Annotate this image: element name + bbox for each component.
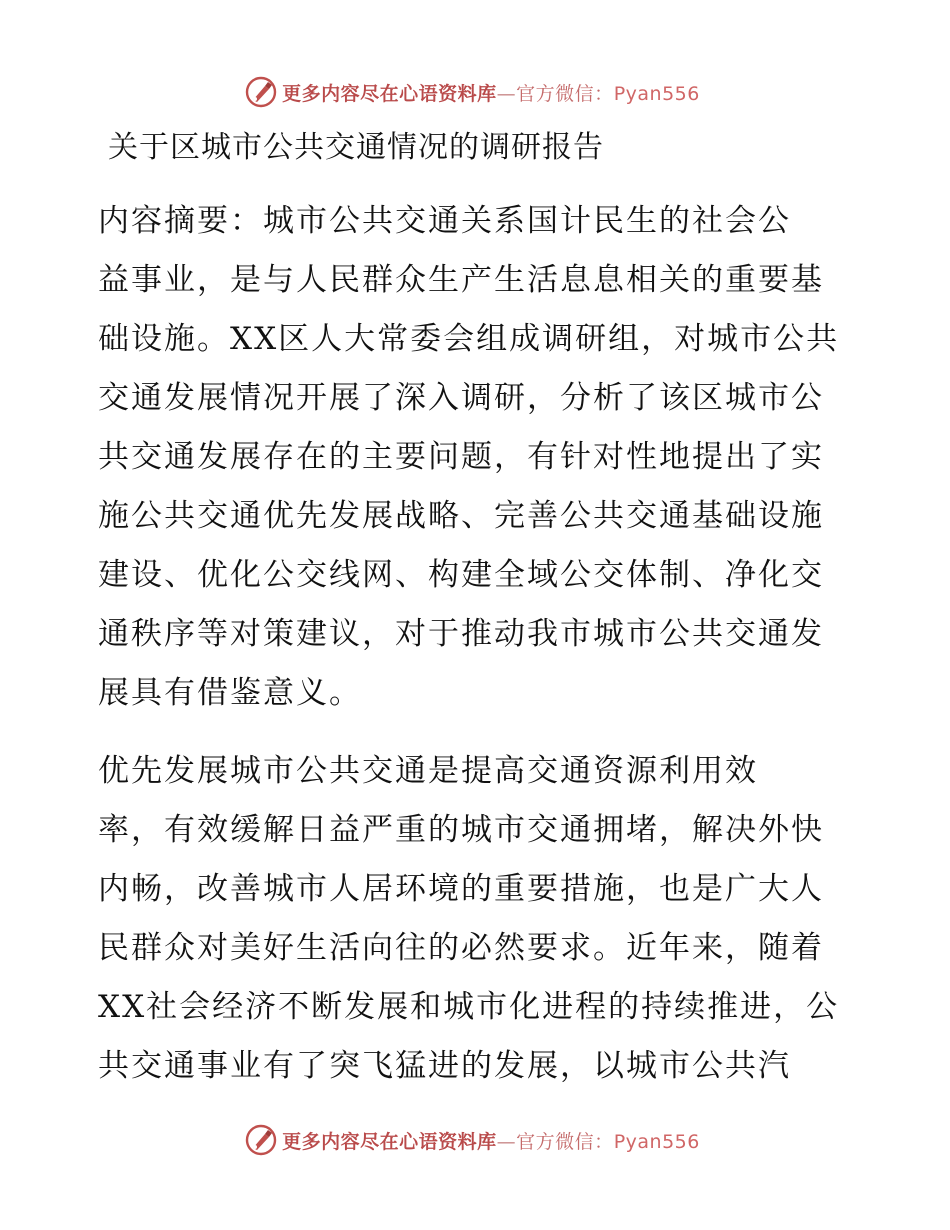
- watermark-wechat-id: Pyan556: [613, 1130, 700, 1153]
- text-line: XX社会经济不断发展和城市化进程的持续推进，公: [98, 989, 840, 1025]
- pen-logo-icon: [244, 75, 278, 109]
- text-line: 础设施。XX区人大常委会组成调研组，对城市公共: [98, 321, 840, 357]
- pen-logo-icon: [244, 1123, 278, 1157]
- watermark-text: [282, 79, 700, 106]
- body-paragraph: [98, 742, 858, 1096]
- text-line: 通秩序等对策建议，对于推动我市城市公共交通发: [98, 616, 824, 652]
- text-line: 共交通发展存在的主要问题，有针对性地提出了实: [98, 439, 824, 475]
- watermark-wechat-label: 官方微信：: [516, 1130, 614, 1153]
- watermark-text: [282, 1127, 700, 1154]
- text-line: 施公共交通优先发展战略、完善公共交通基础设施: [98, 498, 824, 534]
- text-line: 建设、优化公交线网、构建全域公交体制、净化交: [98, 557, 824, 593]
- abstract-paragraph: [98, 192, 858, 723]
- text-line: 展具有借鉴意义。: [98, 675, 362, 711]
- watermark-wechat-id: Pyan556: [613, 82, 700, 105]
- text-line: 共交通事业有了突飞猛进的发展，以城市公共汽: [98, 1048, 791, 1084]
- watermark-prefix: 更多内容尽在心语资料库: [282, 82, 497, 105]
- watermark-prefix: 更多内容尽在心语资料库: [282, 1130, 497, 1153]
- footer-watermark-banner: [0, 1120, 950, 1160]
- watermark-separator: —: [496, 1130, 517, 1153]
- text-line: 益事业，是与人民群众生产生活息息相关的重要基: [98, 262, 824, 298]
- watermark-wechat-label: 官方微信：: [516, 82, 614, 105]
- document-title: 关于区城市公共交通情况的调研报告: [108, 130, 604, 165]
- text-line: 民群众对美好生活向往的必然要求。近年来，随着: [98, 930, 824, 966]
- text-line: 内容摘要：城市公共交通关系国计民生的社会公: [98, 203, 791, 239]
- watermark-separator: —: [496, 82, 517, 105]
- header-watermark-banner: [0, 72, 950, 112]
- text-line: 内畅，改善城市人居环境的重要措施，也是广大人: [98, 871, 824, 907]
- text-line: 优先发展城市公共交通是提高交通资源利用效: [98, 753, 758, 789]
- text-line: 率，有效缓解日益严重的城市交通拥堵，解决外快: [98, 812, 824, 848]
- text-line: 交通发展情况开展了深入调研，分析了该区城市公: [98, 380, 824, 416]
